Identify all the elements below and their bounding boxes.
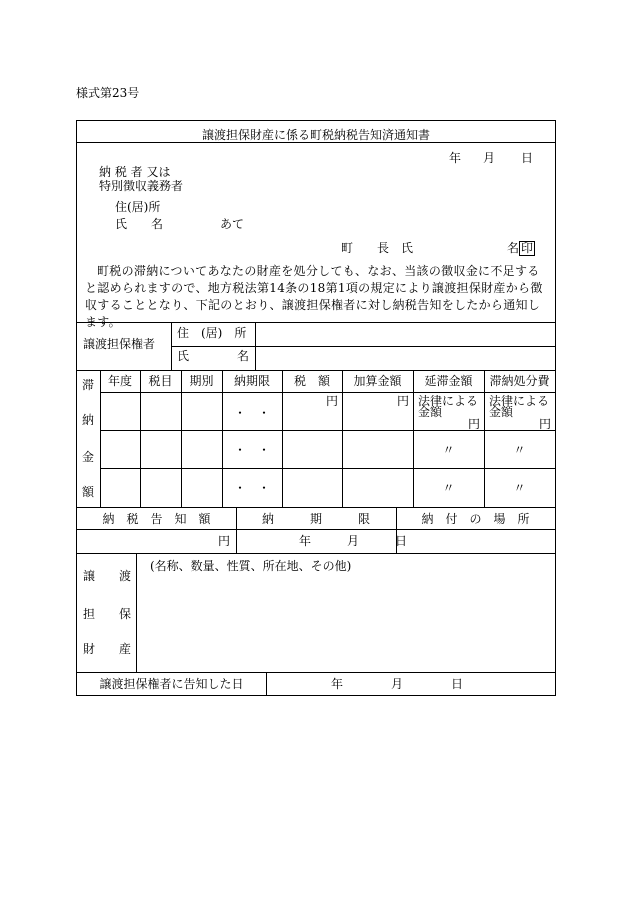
legal-amount-text: 金額 <box>489 405 514 419</box>
divider <box>171 346 555 347</box>
disposition-yen: 円 <box>538 417 551 431</box>
divider <box>77 529 555 530</box>
special-collector-label: 特別徴収義務者 <box>99 179 184 193</box>
divider <box>266 672 267 695</box>
divider <box>77 142 555 143</box>
divider <box>100 468 555 469</box>
divider <box>136 553 137 672</box>
divider <box>77 553 555 554</box>
form-title: 譲渡担保財産に係る町税納税告知済通知書 <box>201 128 430 142</box>
arrears-side-label: 額 <box>82 485 95 499</box>
notified-date-label: 譲渡担保権者に告知した日 <box>99 677 244 691</box>
seal-icon: 印 <box>521 241 534 255</box>
notice-amount-label: 納 税 告 知 額 <box>102 512 211 526</box>
col-header-additional: 加算金額 <box>353 374 402 388</box>
notice-place-label: 納 付 の 場 所 <box>421 512 530 526</box>
due-date-dots: ・ ・ <box>233 443 270 457</box>
notice-body-text: 町税の滞納についてあなたの財産を処分しても、なお、当該の徴収金に不足すると認められますので、地方税法第14条の18第1項の規定により譲渡担保財産から徴収することとなり、下記のとおり、譲渡担保権者に対し納税告知をしたから通知します。 <box>85 264 543 329</box>
holder-label: 譲渡担保権者 <box>83 337 156 351</box>
addressee-suffix: あて <box>220 217 245 231</box>
divider <box>255 322 256 370</box>
legal-amount-text: 法律による <box>418 394 479 408</box>
col-header-year: 年度 <box>107 374 132 388</box>
divider <box>77 672 555 673</box>
ditto-mark: 〃 <box>513 481 526 495</box>
property-label: 財 産 <box>83 642 132 656</box>
col-header-tax-item: 税目 <box>148 374 173 388</box>
col-header-delinquency: 延滞金額 <box>424 374 473 388</box>
mayor-seal-line <box>507 241 535 256</box>
divider <box>140 370 141 507</box>
taxpayer-label: 納 税 者 又は <box>99 165 171 179</box>
property-note: (名称、数量、性質、所在地、その他) <box>150 559 352 573</box>
form-number: 様式第23号 <box>76 86 140 100</box>
seal-prefix: 名 <box>507 241 520 255</box>
delinquency-yen: 円 <box>467 417 480 431</box>
ditto-mark: 〃 <box>442 481 455 495</box>
divider <box>77 507 555 508</box>
notice-due-date: 年 月 日 <box>299 534 408 548</box>
tax-yen: 円 <box>325 394 338 408</box>
additional-yen: 円 <box>396 394 409 408</box>
divider <box>342 370 343 507</box>
arrears-side-label: 納 <box>82 413 95 427</box>
notice-amount-yen: 円 <box>217 534 230 548</box>
divider <box>181 370 182 507</box>
col-header-tax-amount: 税 額 <box>293 374 330 388</box>
notice-form <box>76 120 556 696</box>
legal-amount-text: 法律による <box>489 394 550 408</box>
holder-name-label: 氏 名 <box>177 349 250 363</box>
col-header-disposition-cost: 滞納処分費 <box>489 374 550 388</box>
property-label: 譲 渡 <box>83 569 132 583</box>
divider <box>100 392 555 393</box>
address-label: 住(居)所 <box>115 200 161 214</box>
mayor-label: 町 長 氏 <box>341 241 414 255</box>
date-year: 年 <box>449 151 462 165</box>
date-month: 月 <box>483 151 496 165</box>
due-date-dots: ・ ・ <box>233 481 270 495</box>
col-header-period: 期別 <box>189 374 214 388</box>
name-label: 氏 名 <box>115 217 164 231</box>
ditto-mark: 〃 <box>442 443 455 457</box>
divider <box>77 322 555 323</box>
holder-address-label: 住 (居) 所 <box>177 326 247 340</box>
ditto-mark: 〃 <box>513 443 526 457</box>
divider <box>282 370 283 507</box>
due-date-dots: ・ ・ <box>233 406 270 420</box>
arrears-side-label: 金 <box>82 450 95 464</box>
property-label: 担 保 <box>83 607 132 621</box>
arrears-side-label: 滞 <box>82 378 95 392</box>
col-header-due-date: 納期限 <box>233 374 270 388</box>
notice-due-label: 納 期 限 <box>261 512 370 526</box>
date-day: 日 <box>521 151 534 165</box>
notified-date: 年 月 日 <box>331 677 464 691</box>
legal-amount-text: 金額 <box>418 405 443 419</box>
divider <box>100 370 101 507</box>
